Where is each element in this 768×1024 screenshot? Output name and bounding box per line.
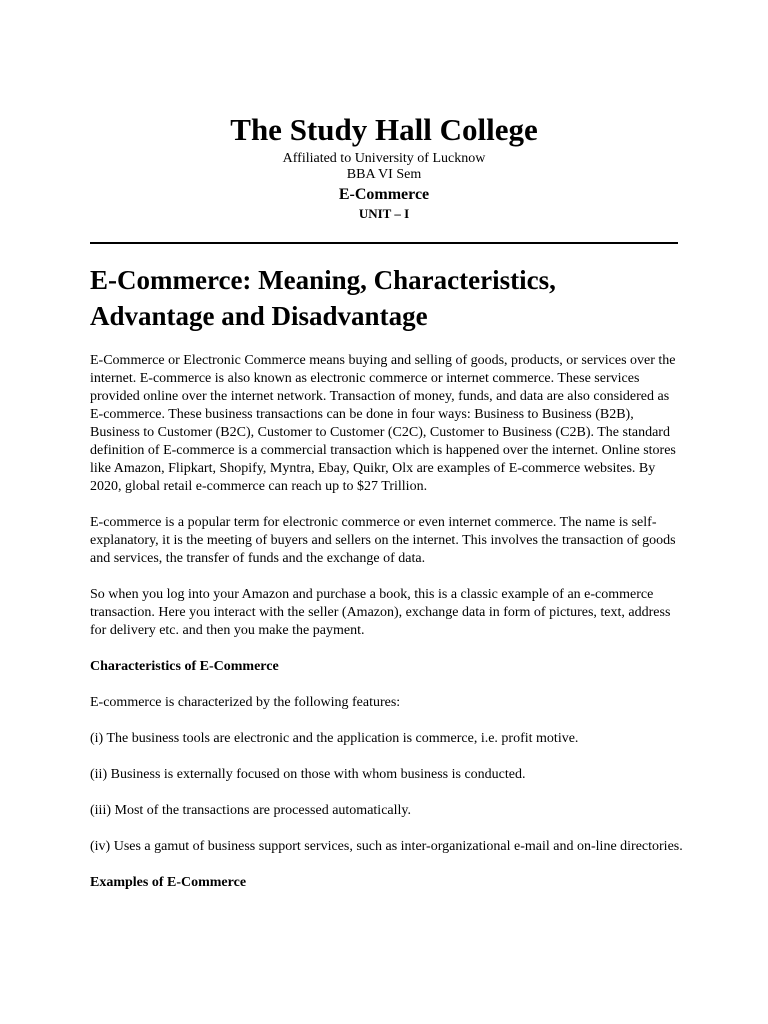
- subject-title: E-Commerce: [338, 186, 430, 203]
- characteristics-heading: Characteristics of E-Commerce: [90, 659, 279, 674]
- characteristic-item-2: (ii) Business is externally focused on those with whom business is conducted.: [90, 767, 526, 782]
- article-body: [90, 352, 690, 910]
- unit-label: UNIT – I: [358, 206, 410, 221]
- header-divider: [90, 242, 678, 244]
- characteristic-item-4: (iv) Uses a gamut of business support services, such as inter-organizational e-mail and on-line directories.: [90, 839, 683, 854]
- paragraph-popular-term: E-commerce is a popular term for electronic commerce or even internet commerce. The name is self-explanatory, it is the meeting of buyers and sellers on the internet. This involves the transaction of goods and services, the transfer of funds and the exchange of data.: [90, 515, 676, 566]
- article-title-line-2: Advantage and Disadvantage: [90, 301, 428, 331]
- examples-heading: Examples of E-Commerce: [90, 875, 247, 890]
- document-header: [0, 112, 768, 222]
- article-title: [90, 262, 690, 334]
- characteristic-item-3: (iii) Most of the transactions are processed automatically.: [90, 803, 411, 818]
- semester-text: BBA VI Sem: [346, 167, 422, 182]
- characteristic-item-1: (i) The business tools are electronic and the application is commerce, i.e. profit motive.: [90, 731, 579, 746]
- article-title-line-1: E-Commerce: Meaning, Characteristics,: [90, 265, 556, 295]
- affiliation-text: Affiliated to University of Lucknow: [282, 151, 486, 166]
- paragraph-definition: E-Commerce or Electronic Commerce means buying and selling of goods, products, or services over the internet. E-commerce is also known as electronic commerce or internet commerce. These services provided online over the internet network. Transaction of money, funds, and data are also considered as E-commerce. These business transactions can be done in four ways: Business to Business (B2B), Business to Customer (B2C), Customer to Customer (C2C), Customer to Business (C2B). The standard definition of E-commerce is a commercial transaction which is happened over the internet. Online stores like Amazon, Flipkart, Shopify, Myntra, Ebay, Quikr, Olx are examples of E-commerce websites. By 2020, global retail e-commerce can reach up to $27 Trillion.: [90, 353, 676, 494]
- characteristics-intro: E-commerce is characterized by the following features:: [90, 695, 401, 710]
- college-name: The Study Hall College: [230, 112, 538, 147]
- paragraph-amazon-example: So when you log into your Amazon and purchase a book, this is a classic example of an e-commerce transaction. Here you interact with the seller (Amazon), exchange data in form of pictures, text, address for delivery etc. and then you make the payment.: [90, 587, 671, 638]
